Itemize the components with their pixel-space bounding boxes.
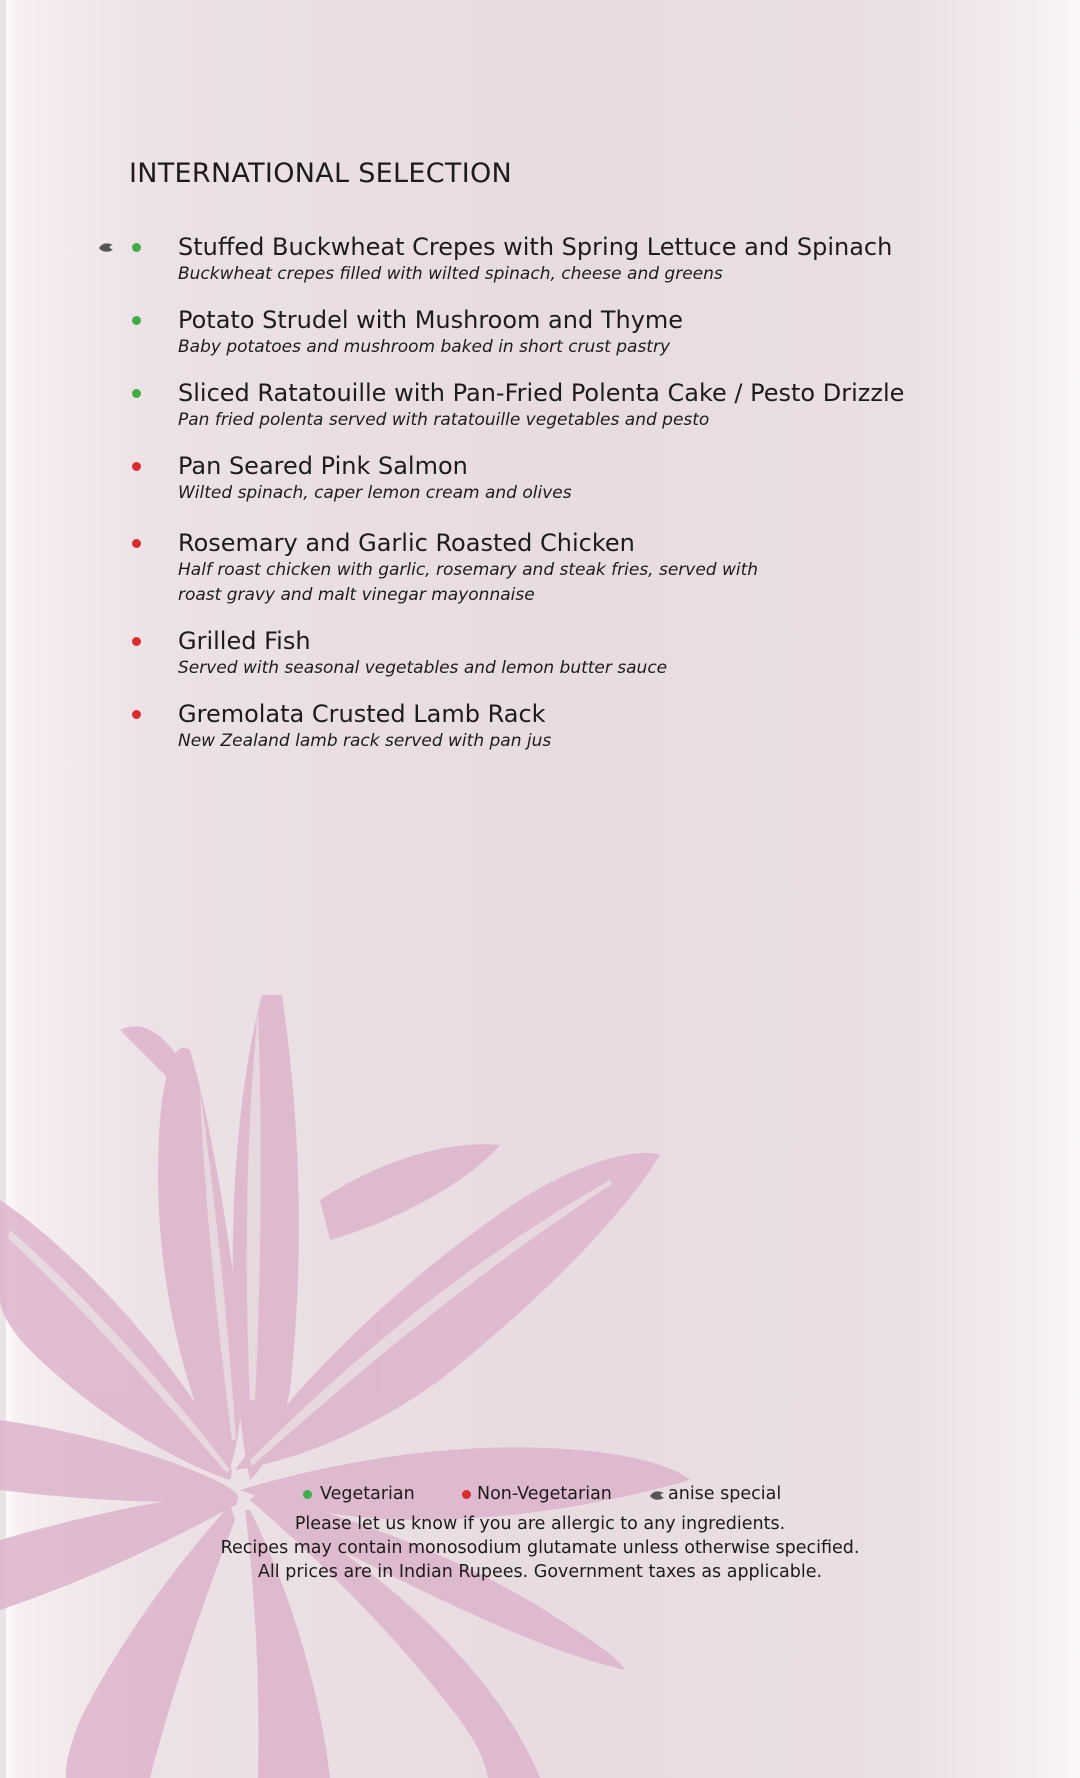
msg-note: Recipes may contain monosodium glutamate unless otherwise specified.: [220, 1538, 860, 1558]
non-vegetarian-dot-icon: [132, 539, 141, 548]
item-description: Buckwheat crepes filled with wilted spinach, cheese and greens: [178, 264, 723, 284]
legend-anise-special: anise special: [668, 1484, 782, 1504]
menu-item: [178, 379, 904, 433]
non-vegetarian-dot-icon: [132, 462, 141, 471]
anise-star-icon: [649, 1490, 665, 1502]
non-vegetarian-dot-icon: [462, 1490, 471, 1499]
item-name: Potato Strudel with Mushroom and Thyme: [178, 306, 684, 334]
non-vegetarian-dot-icon: [132, 710, 141, 719]
vegetarian-dot-icon: [132, 316, 141, 325]
allergy-note: Please let us know if you are allergic to any ingredients.: [294, 1514, 786, 1534]
item-description: Pan fried polenta served with ratatouille vegetables and pesto: [178, 410, 710, 430]
vegetarian-dot-icon: [303, 1490, 312, 1499]
item-description: Served with seasonal vegetables and lemon butter sauce: [178, 658, 668, 678]
item-description: Half roast chicken with garlic, rosemary and steak fries, served with: [178, 560, 759, 580]
item-name: Pan Seared Pink Salmon: [178, 452, 468, 480]
item-description: Baby potatoes and mushroom baked in short crust pastry: [178, 337, 671, 357]
legend-non-vegetarian: Non-Vegetarian: [477, 1484, 612, 1504]
item-name: Stuffed Buckwheat Crepes with Spring Lettuce and Spinach: [178, 233, 893, 261]
menu-item: [178, 233, 892, 287]
menu-item: [178, 700, 551, 754]
item-description: New Zealand lamb rack served with pan jus: [178, 731, 552, 751]
prices-note: All prices are in Indian Rupees. Government taxes as applicable.: [257, 1562, 823, 1582]
vegetarian-dot-icon: [132, 243, 141, 252]
menu-item: [178, 529, 758, 608]
menu-item: [178, 627, 667, 681]
item-name: Grilled Fish: [178, 627, 311, 655]
vegetarian-dot-icon: [132, 389, 141, 398]
item-name: Gremolata Crusted Lamb Rack: [178, 700, 546, 728]
item-description-line2: roast gravy and malt vinegar mayonnaise: [178, 585, 535, 605]
non-vegetarian-dot-icon: [132, 637, 141, 646]
menu-item: [178, 452, 572, 506]
anise-star-icon: [98, 242, 114, 254]
item-name: Rosemary and Garlic Roasted Chicken: [178, 529, 635, 557]
item-description: Wilted spinach, caper lemon cream and olives: [178, 483, 572, 503]
menu-item: [178, 306, 683, 360]
item-name: Sliced Ratatouille with Pan-Fried Polenta Cake / Pesto Drizzle: [178, 379, 905, 407]
section-title: INTERNATIONAL SELECTION: [129, 158, 513, 189]
legend-vegetarian: Vegetarian: [320, 1484, 415, 1504]
